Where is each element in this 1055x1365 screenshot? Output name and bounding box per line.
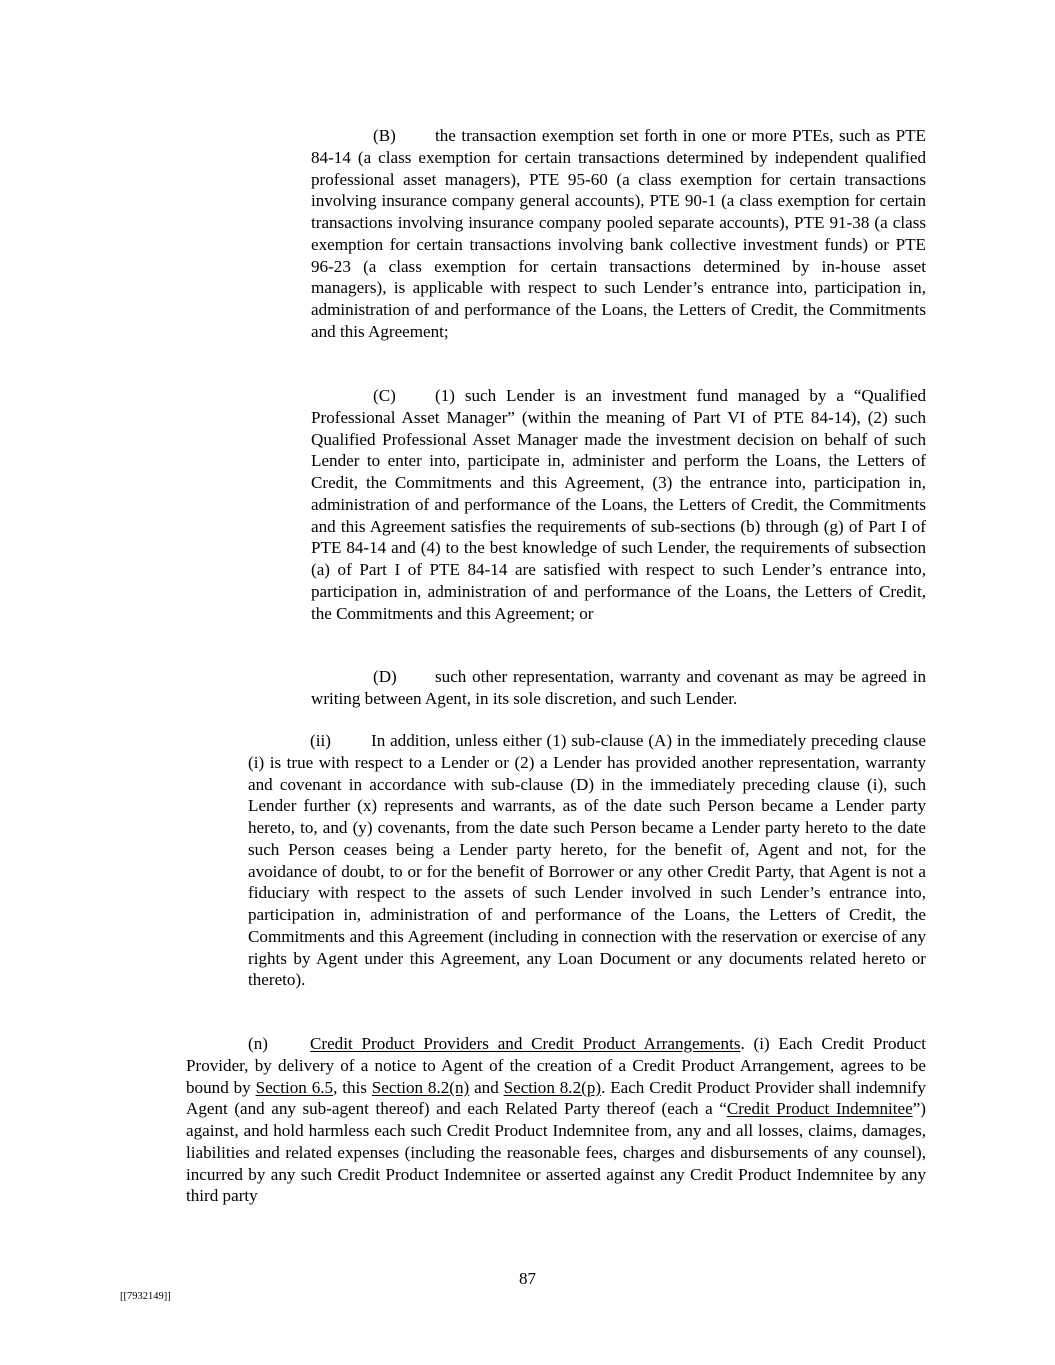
clause-b-label: (B) <box>373 126 396 145</box>
clause-ii-label: (ii) <box>310 731 331 750</box>
section-n-text-5: ”) against, and hold harmless each such Credit Product Indemnitee from, any and all losses, claims, damages, liabilities and related expenses (including the reasonable fees, charges and disbursements of any counsel), incurred by any such Credit Product Indemnitee or asserted against any Credit Product Indemnitee by any third party <box>186 1099 926 1206</box>
defined-term-credit-product-indemnitee: Credit Product Indemnitee <box>726 1099 913 1119</box>
section-ref-8-2-n: Section 8.2(n) <box>371 1077 470 1097</box>
section-n-text-4: . Each Credit Product Provider shall indemnify Agent (and any sub-agent thereof) and each Related Party thereof (each a “ <box>186 1077 926 1119</box>
page-number: 87 <box>519 1269 536 1288</box>
clause-c-paragraph <box>311 385 926 624</box>
section-n-text-1: . (i) Each Credit Product Provider, by delivery of a notice to Agent of the creation of a Credit Product Arrangement, agrees to be bound by <box>186 1034 926 1097</box>
clause-c-text: (1) such Lender is an investment fund managed by a “Qualified Professional Asset Manager” (within the meaning of Part VI of PTE 84-14), (2) such Qualified Professional Asset Manager made the investment decision on behalf of such Lender to enter into, participate in, administer and perform the Loans, the Letters of Credit, the Commitments and this Agreement, (3) the entrance into, participation in, administration of and performance of the Loans, the Letters of Credit, the Commitments and this Agreement satisfies the requirements of sub-sections (b) through (g) of Part I of PTE 84-14 and (4) to the best knowledge of such Lender, the requirements of subsection (a) of Part I of PTE 84-14 are satisfied with respect to such Lender’s entrance into, participation in, administration of and performance of the Loans, the Letters of Credit, the Commitments and this Agreement; or <box>311 386 926 623</box>
clause-d-text: such other representation, warranty and covenant as may be agreed in writing between Agent, in its sole discretion, and such Lender. <box>311 667 926 708</box>
clause-d-label: (D) <box>373 667 397 686</box>
section-ref-6-5: Section 6.5 <box>255 1077 334 1097</box>
section-n-text-3: and <box>469 1077 504 1097</box>
section-n-heading: Credit Product Providers and Credit Product Arrangements <box>310 1034 741 1053</box>
clause-b-text: the transaction exemption set forth in one or more PTEs, such as PTE 84-14 (a class exemption for certain transactions determined by independent qualified professional asset managers), PTE 95-60 (a class exemption for certain transactions involving insurance company general accounts), PTE 90-1 (a class exemption for certain transactions involving insurance company pooled separate accounts), PTE 91-38 (a class exemption for certain transactions involving bank collective investment funds) or PTE 96-23 (a class exemption for certain transactions determined by in-house asset managers), is applicable with respect to such Lender’s entrance into, participation in, administration of and performance of the Loans, the Letters of Credit, the Commitments and this Agreement; <box>311 126 926 341</box>
section-n-text-2: , this <box>333 1077 372 1097</box>
clause-d-paragraph <box>311 666 926 710</box>
section-ref-8-2-p: Section 8.2(p) <box>503 1077 602 1097</box>
section-n-paragraph <box>186 1033 926 1207</box>
document-id: [[7932149]] <box>120 1291 171 1302</box>
clause-c-label: (C) <box>373 386 396 405</box>
section-n-label: (n) <box>248 1034 268 1053</box>
clause-ii-text: In addition, unless either (1) sub-clause (A) in the immediately preceding clause (i) is true with respect to a Lender or (2) a Lender has provided another representation, warranty and covenant in accordance with sub-clause (D) in the immediately preceding clause (i), such Lender further (x) represents and warrants, as of the date such Person became a Lender party hereto, to, and (y) covenants, from the date such Person became a Lender party hereto to the date such Person ceases being a Lender party hereto, for the benefit of, Agent and not, for the avoidance of doubt, to or for the benefit of Borrower or any other Credit Party, that Agent is not a fiduciary with respect to the assets of such Lender involved in such Lender’s entrance into, participation in, administration of and performance of the Loans, the Letters of Credit, the Commitments and this Agreement (including in connection with the reservation or exercise of any rights by Agent under this Agreement, any Loan Document or any documents related hereto or thereto). <box>248 731 926 990</box>
clause-b-paragraph <box>311 125 926 343</box>
clause-ii-paragraph <box>248 730 926 991</box>
